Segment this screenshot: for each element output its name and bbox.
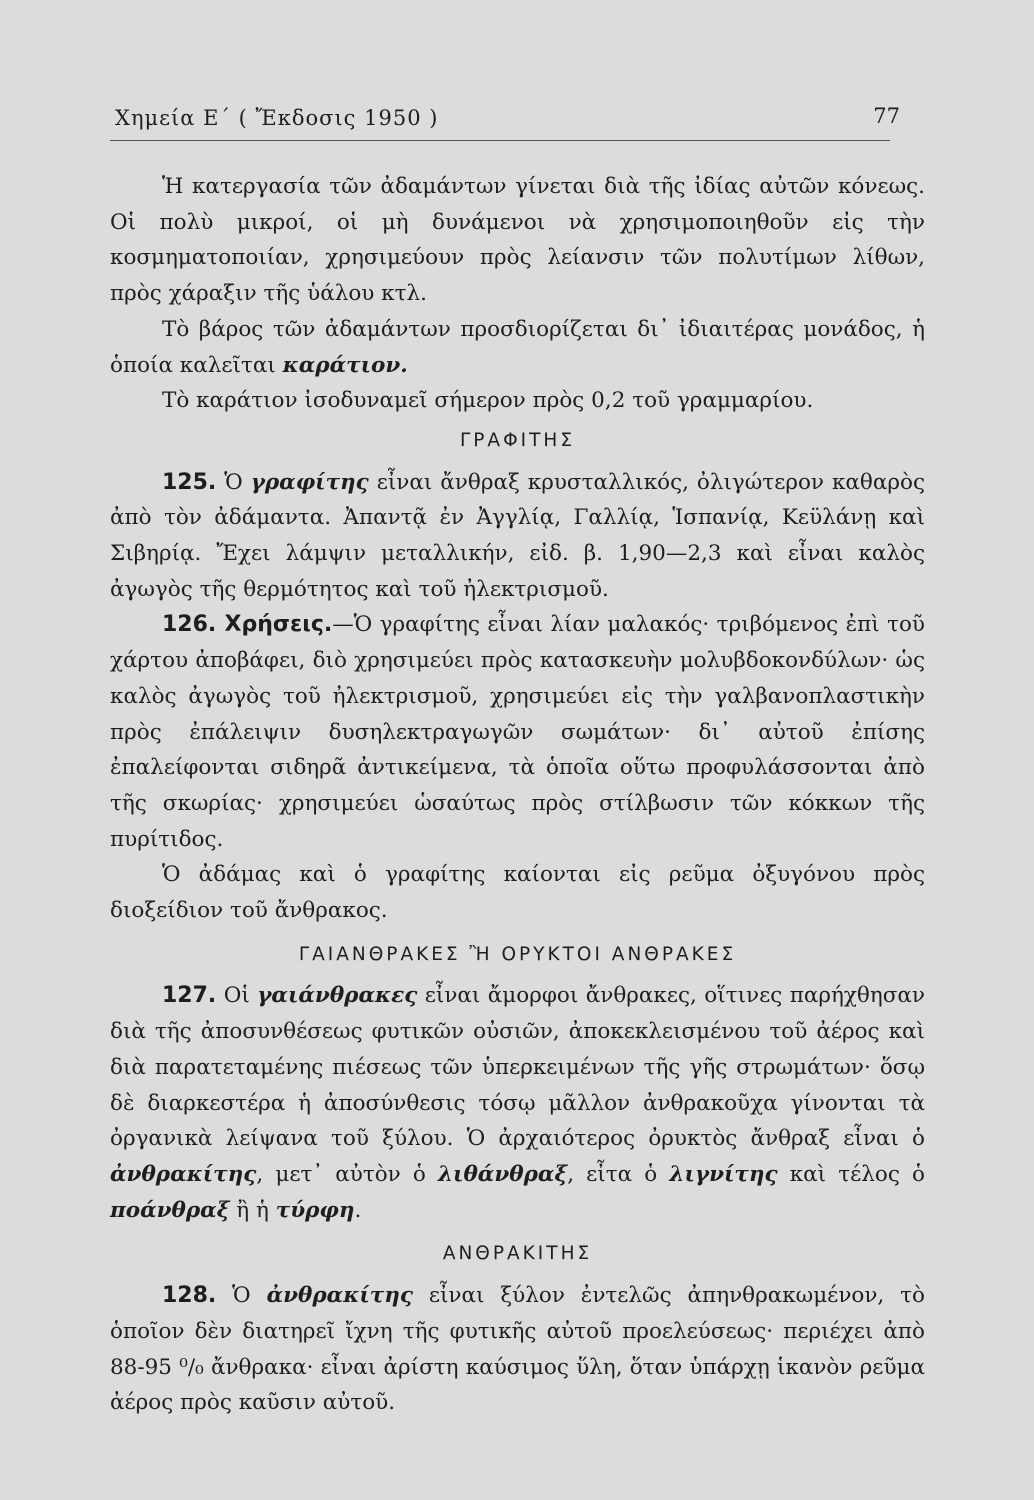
paragraph-text: , εἶτα ὁ bbox=[567, 1161, 670, 1187]
term-carat: καράτιον. bbox=[282, 352, 408, 378]
term-anthracite-128: ἀνθρακίτης bbox=[266, 1283, 413, 1309]
paragraph-carat-value: Τὸ καράτιον ἰσοδυναμεῖ σήμερον πρὸς 0,2 τοῦ γραμμαρίου. bbox=[162, 388, 814, 414]
paragraph-126-combustion: Ὁ ἀδάμας καὶ ὁ γραφίτης καίονται εἰς ρεῦμα ὀξυγόνου πρὸς διοξείδιον τοῦ ἄνθρακος. bbox=[110, 862, 925, 924]
paragraph-128 bbox=[110, 1278, 925, 1421]
paragraph-text: , μετ᾿ αὐτὸν ὁ bbox=[256, 1161, 438, 1187]
paragraph-number-128: 128. bbox=[162, 1283, 217, 1309]
paragraph-diamond-weight bbox=[110, 312, 925, 383]
paragraph-text: Τὸ βάρος τῶν ἀδαμάντων προσδιορίζεται δι᾿ ἰδιαιτέρας μονάδος, ἡ ὁποία καλεῖται bbox=[110, 316, 925, 378]
term-bituminous: λιθάνθραξ bbox=[437, 1161, 568, 1187]
paragraph-number-125: 125. bbox=[162, 469, 217, 495]
paragraph-text: Ὁ bbox=[216, 469, 251, 495]
paragraph-number-126: 126. Χρήσεις. bbox=[162, 612, 333, 638]
paragraph-text: —Ὁ γραφίτης εἶναι λίαν μαλακός· τριβόμενος ἐπὶ τοῦ χάρτου ἀποβάφει, διὸ χρησιμεύει πρὸς κατασκευὴν μολυβδοκονδύλων· ὡς καλὸς ἀγωγὸς τοῦ ἠλεκτρισμοῦ, χρησιμεύει εἰς τὴν γαλβανοπλαστικὴν πρὸς ἐπάλειψιν δυσηλεκτραγωγῶν σωμάτων· δι᾿ αὐτοῦ ἐπίσης ἐπαλείφονται σιδηρᾶ ἀντικείμενα, τὰ ὁποῖα οὕτω προφυλάσσονται ἀπὸ τῆς σκωρίας· χρησιμεύει ὡσαύτως πρὸς στίλβωσιν τῶν κόκκων τῆς πυρίτιδος. bbox=[110, 612, 925, 852]
paragraph-125 bbox=[110, 465, 925, 608]
page-content bbox=[110, 169, 925, 1421]
heading-anthracite: ΑΝΘΡΑΚΙΤΗΣ bbox=[442, 1243, 593, 1265]
paragraph-127 bbox=[110, 978, 925, 1228]
page-header bbox=[110, 100, 900, 141]
paragraph-126 bbox=[110, 607, 925, 857]
paragraph-text: καὶ τέλος ὁ bbox=[777, 1161, 925, 1187]
paragraph-diamond-processing: Ἡ κατεργασία τῶν ἀδαμάντων γίνεται διὰ τῆς ἰδίας αὐτῶν κόνεως. Οἱ πολὺ μικροί, οἱ μὴ δυνάμενοι νὰ χρησιμοποιηθοῦν εἰς τὴν κοσμηματοποιίαν, χρησιμεύουν πρὸς λείανσιν τῶν πολυτίμων λίθων, πρὸς χάραξιν τῆς ὑάλου κτλ. bbox=[110, 174, 925, 307]
term-peat-coal: ποάνθραξ bbox=[110, 1197, 230, 1223]
paragraph-text: εἶναι ἄνθραξ κρυσταλλικός, ὀλιγώτερον καθαρὸς ἀπὸ τὸν ἀδάμαντα. Ἀπαντᾷ ἐν Ἀγγλίᾳ, Γαλλίᾳ, Ἱσπανίᾳ, Κεϋλάνῃ καὶ Σιβηρίᾳ. Ἔχει λάμψιν μεταλλικήν, εἰδ. β. 1,90—2,3 καὶ εἶναι καλὸς ἀγωγὸς τῆς θερμότητος καὶ τοῦ ἠλεκτρισμοῦ. bbox=[110, 469, 925, 602]
paragraph-text: Ὁ bbox=[216, 1283, 267, 1309]
heading-graphite: ΓΡΑΦΙΤΗΣ bbox=[459, 429, 576, 451]
paragraph-text: Οἱ bbox=[216, 983, 258, 1009]
heading-coal: ΓΑΙΑΝΘΡΑΚΕΣ Ἢ ΟΡΥΚΤΟΙ ΑΝΘΡΑΚΕΣ bbox=[298, 943, 737, 965]
term-lignite: λιγνίτης bbox=[669, 1161, 778, 1187]
page-number: 77 bbox=[873, 104, 900, 128]
term-coal: γαιάνθρακες bbox=[257, 983, 418, 1009]
paragraph-text: . bbox=[354, 1197, 362, 1223]
paragraph-text: εἶναι ἄμορφοι ἄνθρακες, οἵτινες παρήχθησαν διὰ τῆς ἀποσυνθέσεως φυτικῶν οὐσιῶν, ἀποκεκλεισμένου τοῦ ἀέρος καὶ διὰ παρατεταμένης πιέσεως τῶν ὑπερκειμένων τῆς γῆς στρωμάτων· ὅσῳ δὲ διαρκεστέρα ἡ ἀποσύνθεσις τόσῳ μᾶλλον ἀνθρακοῦχα γίνονται τὰ ὀργανικὰ λείψανα τοῦ ξύλου. Ὁ ἀρχαιότερος ὀρυκτὸς ἄνθραξ εἶναι ὁ bbox=[110, 983, 925, 1152]
paragraph-number-127: 127. bbox=[162, 983, 217, 1009]
paragraph-text: εἶναι ξύλον ἐντελῶς ἀπηνθρακωμένον, τὸ ὁποῖον δὲν διατηρεῖ ἴχνη τῆς φυτικῆς αὐτοῦ προελεύσεως· περιέχει ἀπὸ 88-95 ⁰/₀ ἄνθρακα· εἶναι ἀρίστη καύσιμος ὕλη, ὅταν ὑπάρχῃ ἱκανὸν ρεῦμα ἀέρος πρὸς καῦσιν αὐτοῦ. bbox=[110, 1283, 925, 1416]
term-anthracite: ἀνθρακίτης bbox=[110, 1161, 257, 1187]
running-head: Χημεία Ε΄ ( Ἔκδοσις 1950 ) bbox=[115, 106, 439, 130]
term-graphite: γραφίτης bbox=[250, 469, 369, 495]
term-peat: τύρφη bbox=[275, 1197, 355, 1223]
paragraph-text: ἢ ἡ bbox=[229, 1197, 276, 1223]
